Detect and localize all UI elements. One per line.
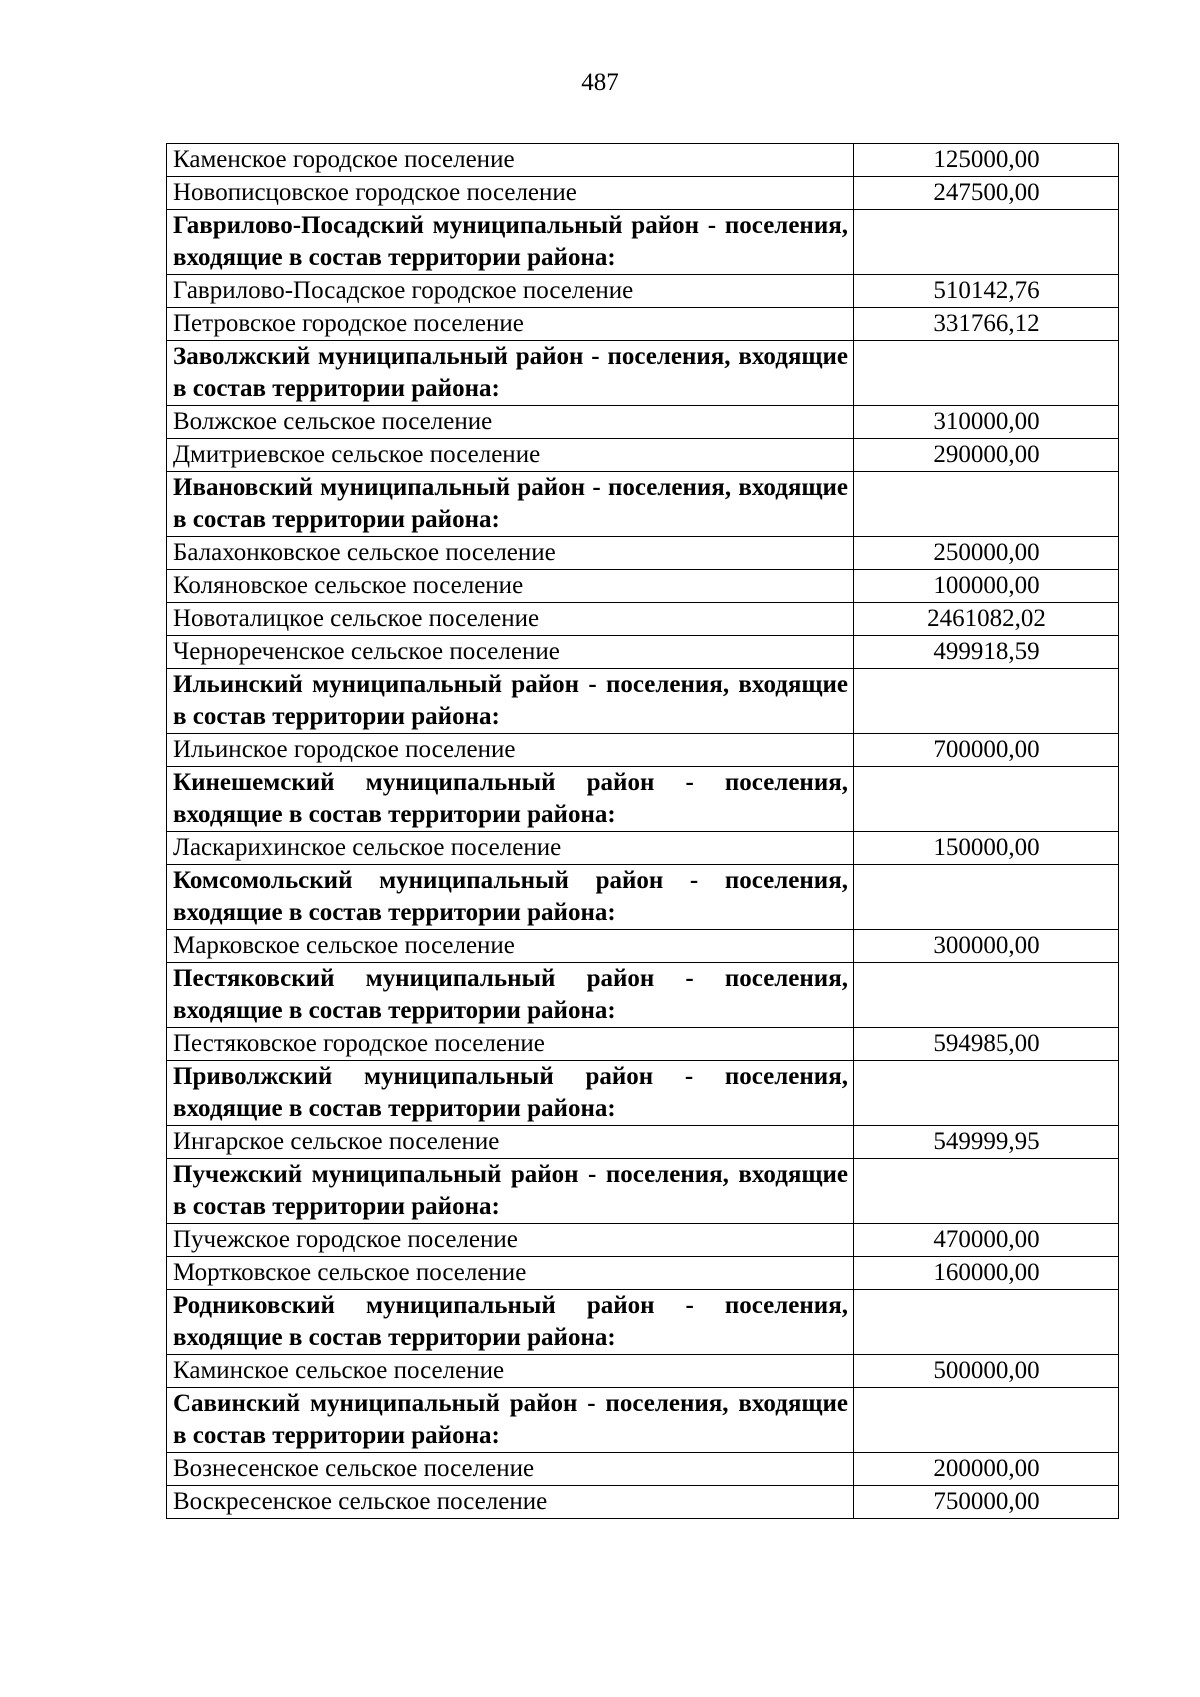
settlement-row bbox=[167, 1257, 1119, 1290]
settlement-row bbox=[167, 1453, 1119, 1486]
district-header-row bbox=[167, 472, 1119, 537]
amount-cell: 247500,00 bbox=[854, 177, 1119, 210]
amount-cell: 331766,12 bbox=[854, 308, 1119, 341]
settlement-name-cell: Пестяковское городское поселение bbox=[167, 1028, 854, 1061]
settlement-name-cell: Ласкарихинское сельское поселение bbox=[167, 832, 854, 865]
settlement-name-cell: Каменское городское поселение bbox=[167, 144, 854, 177]
district-amount-cell bbox=[854, 669, 1119, 734]
settlement-name-cell: Пучежское городское поселение bbox=[167, 1224, 854, 1257]
settlement-name-cell: Чернореченское сельское поселение bbox=[167, 636, 854, 669]
district-amount-cell bbox=[854, 1388, 1119, 1453]
district-amount-cell bbox=[854, 767, 1119, 832]
amount-cell: 150000,00 bbox=[854, 832, 1119, 865]
table-body bbox=[167, 144, 1119, 1519]
district-name-cell: Савинский муниципальный район - поселения, входящие в состав территории района: bbox=[167, 1388, 854, 1453]
settlement-name-cell: Дмитриевское сельское поселение bbox=[167, 439, 854, 472]
district-amount-cell bbox=[854, 1159, 1119, 1224]
amount-cell: 300000,00 bbox=[854, 930, 1119, 963]
district-header-row bbox=[167, 1061, 1119, 1126]
amount-cell: 700000,00 bbox=[854, 734, 1119, 767]
amount-cell: 250000,00 bbox=[854, 537, 1119, 570]
district-amount-cell bbox=[854, 210, 1119, 275]
amount-cell: 510142,76 bbox=[854, 275, 1119, 308]
amount-cell: 290000,00 bbox=[854, 439, 1119, 472]
settlement-row bbox=[167, 930, 1119, 963]
settlement-row bbox=[167, 537, 1119, 570]
district-header-row bbox=[167, 341, 1119, 406]
district-name-cell: Родниковский муниципальный район - поселения, входящие в состав территории района: bbox=[167, 1290, 854, 1355]
settlement-row bbox=[167, 1486, 1119, 1519]
district-name-cell: Пучежский муниципальный район - поселения, входящие в состав территории района: bbox=[167, 1159, 854, 1224]
district-header-row bbox=[167, 669, 1119, 734]
allocation-table bbox=[166, 143, 1119, 1519]
settlement-row bbox=[167, 1355, 1119, 1388]
district-name-cell: Ивановский муниципальный район - поселения, входящие в состав территории района: bbox=[167, 472, 854, 537]
district-amount-cell bbox=[854, 963, 1119, 1028]
amount-cell: 160000,00 bbox=[854, 1257, 1119, 1290]
amount-cell: 549999,95 bbox=[854, 1126, 1119, 1159]
settlement-row bbox=[167, 275, 1119, 308]
district-header-row bbox=[167, 865, 1119, 930]
district-header-row bbox=[167, 767, 1119, 832]
district-header-row bbox=[167, 1159, 1119, 1224]
settlement-name-cell: Марковское сельское поселение bbox=[167, 930, 854, 963]
settlement-row bbox=[167, 1028, 1119, 1061]
settlement-name-cell: Новописцовское городское поселение bbox=[167, 177, 854, 210]
district-name-cell: Заволжский муниципальный район - поселения, входящие в состав территории района: bbox=[167, 341, 854, 406]
amount-cell: 470000,00 bbox=[854, 1224, 1119, 1257]
district-header-row bbox=[167, 963, 1119, 1028]
settlement-row bbox=[167, 734, 1119, 767]
settlement-row bbox=[167, 570, 1119, 603]
district-name-cell: Пестяковский муниципальный район - поселения, входящие в состав территории района: bbox=[167, 963, 854, 1028]
district-amount-cell bbox=[854, 865, 1119, 930]
settlement-name-cell: Коляновское сельское поселение bbox=[167, 570, 854, 603]
district-amount-cell bbox=[854, 1061, 1119, 1126]
settlement-name-cell: Каминское сельское поселение bbox=[167, 1355, 854, 1388]
amount-cell: 200000,00 bbox=[854, 1453, 1119, 1486]
settlement-name-cell: Новоталицкое сельское поселение bbox=[167, 603, 854, 636]
settlement-row bbox=[167, 308, 1119, 341]
settlement-row bbox=[167, 832, 1119, 865]
settlement-row bbox=[167, 1126, 1119, 1159]
amount-cell: 500000,00 bbox=[854, 1355, 1119, 1388]
district-amount-cell bbox=[854, 472, 1119, 537]
settlement-name-cell: Ингарское сельское поселение bbox=[167, 1126, 854, 1159]
district-name-cell: Комсомольский муниципальный район - поселения, входящие в состав территории района: bbox=[167, 865, 854, 930]
district-name-cell: Гаврилово-Посадский муниципальный район - поселения, входящие в состав территории района: bbox=[167, 210, 854, 275]
district-header-row bbox=[167, 1290, 1119, 1355]
settlement-name-cell: Мортковское сельское поселение bbox=[167, 1257, 854, 1290]
settlement-row bbox=[167, 636, 1119, 669]
district-name-cell: Кинешемский муниципальный район - поселения, входящие в состав территории района: bbox=[167, 767, 854, 832]
settlement-name-cell: Гаврилово-Посадское городское поселение bbox=[167, 275, 854, 308]
district-amount-cell bbox=[854, 1290, 1119, 1355]
settlement-row bbox=[167, 439, 1119, 472]
settlement-name-cell: Балахонковское сельское поселение bbox=[167, 537, 854, 570]
district-header-row bbox=[167, 210, 1119, 275]
settlement-row bbox=[167, 603, 1119, 636]
settlement-row bbox=[167, 177, 1119, 210]
amount-cell: 100000,00 bbox=[854, 570, 1119, 603]
district-header-row bbox=[167, 1388, 1119, 1453]
district-amount-cell bbox=[854, 341, 1119, 406]
page-number: 487 bbox=[581, 69, 619, 96]
settlement-name-cell: Ильинское городское поселение bbox=[167, 734, 854, 767]
amount-cell: 499918,59 bbox=[854, 636, 1119, 669]
amount-cell: 310000,00 bbox=[854, 406, 1119, 439]
amount-cell: 750000,00 bbox=[854, 1486, 1119, 1519]
amount-cell: 125000,00 bbox=[854, 144, 1119, 177]
settlement-name-cell: Петровское городское поселение bbox=[167, 308, 854, 341]
settlement-name-cell: Вознесенское сельское поселение bbox=[167, 1453, 854, 1486]
settlement-name-cell: Воскресенское сельское поселение bbox=[167, 1486, 854, 1519]
amount-cell: 594985,00 bbox=[854, 1028, 1119, 1061]
district-name-cell: Приволжский муниципальный район - поселения, входящие в состав территории района: bbox=[167, 1061, 854, 1126]
district-name-cell: Ильинский муниципальный район - поселения, входящие в состав территории района: bbox=[167, 669, 854, 734]
settlement-row bbox=[167, 406, 1119, 439]
settlement-row bbox=[167, 144, 1119, 177]
settlement-row bbox=[167, 1224, 1119, 1257]
amount-cell: 2461082,02 bbox=[854, 603, 1119, 636]
settlement-name-cell: Волжское сельское поселение bbox=[167, 406, 854, 439]
